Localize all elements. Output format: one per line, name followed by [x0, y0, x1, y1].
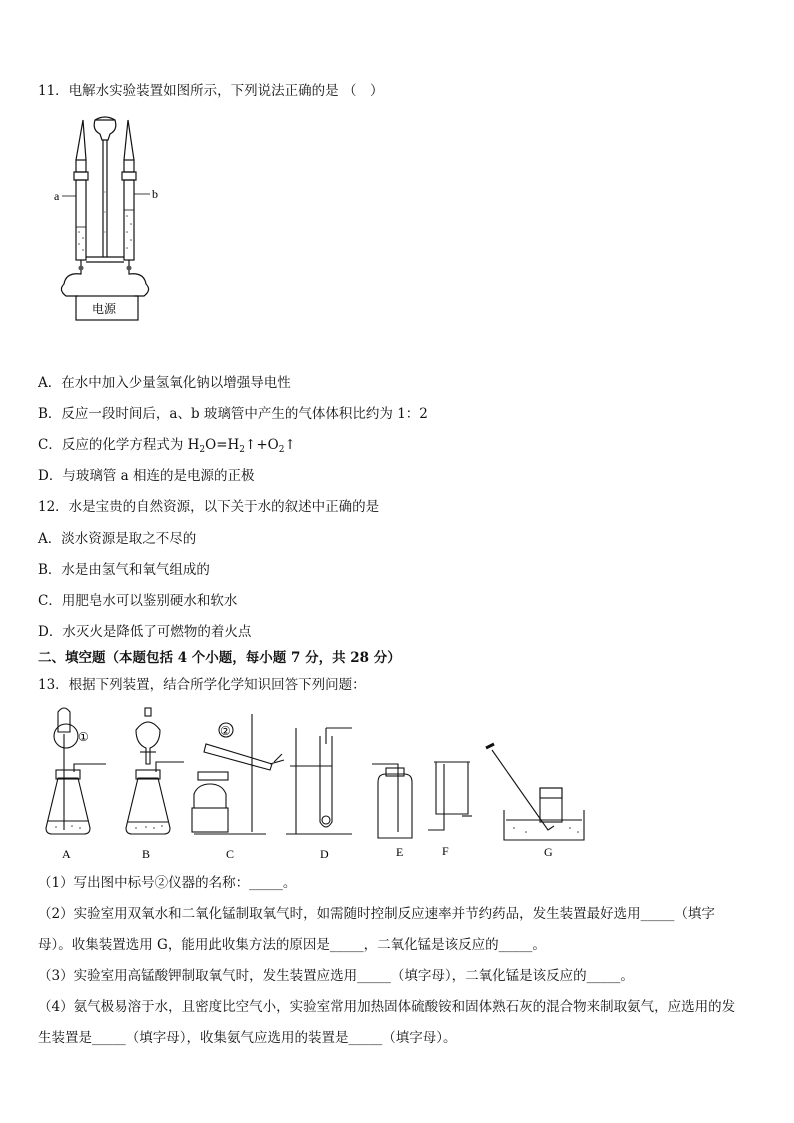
label-E: E: [396, 845, 404, 859]
apparatus-a: [46, 708, 106, 834]
q11-option-a: A．在水中加入少量氢氧化钠以增强导电性: [38, 375, 291, 391]
q13-part-1: （1）写出图中标号②仪器的名称：_____。: [38, 875, 297, 891]
label-G: G: [544, 845, 553, 859]
q11-option-c: C．反应的化学方程式为 $H_2O=H_2↑+O_2↑$: [38, 437, 296, 455]
electrolysis-apparatus-figure: [48, 112, 178, 324]
lab-apparatus-figure: [34, 704, 594, 864]
apparatus-b: [126, 708, 184, 834]
q13-part-3: （3）实验室用高锰酸钾制取氧气时，发生装置应选用_____（填字母），二氧化锰是该反应的_____。: [38, 968, 634, 984]
marker-1: ①: [78, 730, 89, 744]
power-label: 电源: [92, 302, 117, 316]
label-F: F: [442, 844, 449, 858]
label-b: b: [152, 187, 158, 201]
q12-option-b: B．水是由氢气和氧气组成的: [38, 562, 210, 578]
q12-option-d: D．水灭火是降低了可燃物的着火点: [38, 624, 252, 640]
q12-stem: 12．水是宝贵的自然资源，以下关于水的叙述中正确的是: [38, 499, 380, 515]
q12-option-a: A．淡水资源是取之不尽的: [38, 531, 197, 547]
label-D: D: [320, 847, 329, 861]
apparatus-e: [372, 764, 412, 838]
q11-stem: 11．电解水实验装置如图所示，下列说法正确的是 （ ）: [38, 83, 384, 99]
label-A: A: [62, 847, 71, 861]
label-a: a: [54, 189, 60, 203]
section-2-title: 二、填空题（本题包括 4 个小题，每小题 7 分，共 28 分）: [38, 650, 401, 666]
apparatus-d: [286, 728, 352, 834]
apparatus-g: [486, 744, 584, 840]
apparatus-c: [192, 714, 284, 834]
q13-part-2-line-2: 母）。收集装置选用 G，能用此收集方法的原因是_____，二氧化锰是该反应的_____。: [38, 937, 546, 953]
q11-option-b: B．反应一段时间后，a、b 玻璃管中产生的气体体积比约为 1：2: [38, 406, 428, 422]
q13-stem: 13．根据下列装置，结合所学化学知识回答下列问题：: [38, 677, 366, 693]
apparatus-f: [428, 762, 472, 830]
q11-option-d: D．与玻璃管 a 相连的是电源的正极: [38, 468, 255, 484]
q13-part-4-line-2: 生装置是_____（填字母），收集氨气应选用的装置是_____（填字母）。: [38, 1030, 457, 1046]
label-C: C: [226, 847, 235, 861]
marker-2: ②: [220, 724, 231, 738]
q12-option-c: C．用肥皂水可以鉴别硬水和软水: [38, 593, 238, 609]
q13-part-2-line-1: （2）实验室用双氧水和二氧化锰制取氧气时，如需随时控制反应速率并节约药品，发生装置最好选用_____（填字: [38, 906, 715, 922]
label-B: B: [142, 847, 151, 861]
q13-part-4-line-1: （4）氨气极易溶于水，且密度比空气小，实验室常用加热固体硫酸铵和固体熟石灰的混合物来制取氨气，应选用的发: [38, 999, 736, 1015]
